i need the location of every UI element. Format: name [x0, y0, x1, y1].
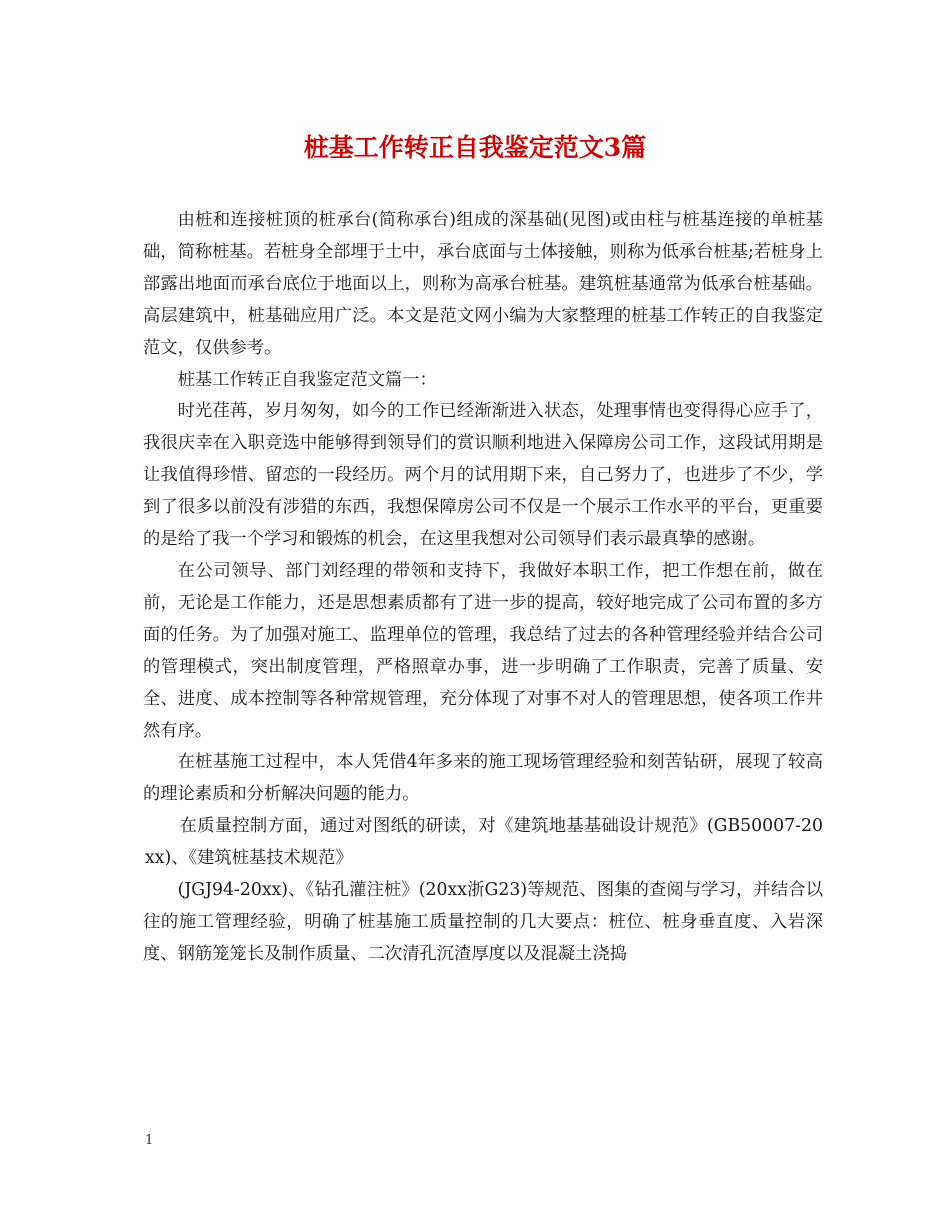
paragraph-intro: 由桩和连接桩顶的桩承台(简称承台)组成的深基础(见图)或由柱与桩基连接的单桩基础，简称桩基。若桩身全部埋于土中，承台底面与土体接触，则称为低承台桩基;若桩身上部露出地面而承台底位于地面以上，则称为高承台桩基。建筑桩基通常为低承台桩基础。高层建筑中，桩基础应用广泛。本文是范文网小编为大家整理的桩基工作转正的自我鉴定范文，仅供参考。	[143, 210, 823, 358]
paragraph-pile-construction: 在桩基施工过程中，本人凭借4年多来的施工现场管理经验和刻苦钻研，展现了较高的理论素质和分析解决问题的能力。	[143, 752, 823, 805]
paragraph-management: 在公司领导、部门刘经理的带领和支持下，我做好本职工作，把工作想在前，做在前，无论是工作能力，还是思想素质都有了进一步的提高，较好地完成了公司布置的多方面的任务。为了加强对施工、监理单位的管理，我总结了过去的各种管理经验并结合公司的管理模式，突出制度管理，严格照章办事，进一步明确了工作职责，完善了质量、安全、进度、成本控制等各种常规管理，充分体现了对事不对人的管理思想，使各项工作井然有序。	[143, 560, 823, 741]
paragraph-quality-control: 在质量控制方面，通过对图纸的研读，对《建筑地基基础设计规范》(GB50007-20xx)、《建筑桩基技术规范》	[145, 816, 823, 869]
document-body	[143, 205, 823, 971]
paragraph-section-heading: 桩基工作转正自我鉴定范文篇一：	[177, 369, 437, 390]
document-title: 桩基工作转正自我鉴定范文3篇	[303, 133, 647, 162]
page-number: 1	[145, 1133, 154, 1148]
paragraph-quality-points: (JGJ94-20xx)、《钻孔灌注桩》(20xx浙G23)等规范、图集的查阅与学习，并结合以往的施工管理经验，明确了桩基施工质量控制的几大要点：桩位、桩身垂直度、入岩深度、钢筋笼笼长及制作质量、二次清孔沉渣厚度以及混凝土浇捣	[143, 880, 823, 964]
paragraph-trial-period: 时光荏苒，岁月匆匆，如今的工作已经渐渐进入状态，处理事情也变得得心应手了，我很庆幸在入职竞选中能够得到领导们的赏识顺利地进入保障房公司工作，这段试用期是让我值得珍惜、留恋的一段经历。两个月的试用期下来，自己努力了，也进步了不少，学到了很多以前没有涉猎的东西，我想保障房公司不仅是一个展示工作水平的平台，更重要的是给了我一个学习和锻炼的机会，在这里我想对公司领导们表示最真挚的感谢。	[143, 401, 823, 550]
